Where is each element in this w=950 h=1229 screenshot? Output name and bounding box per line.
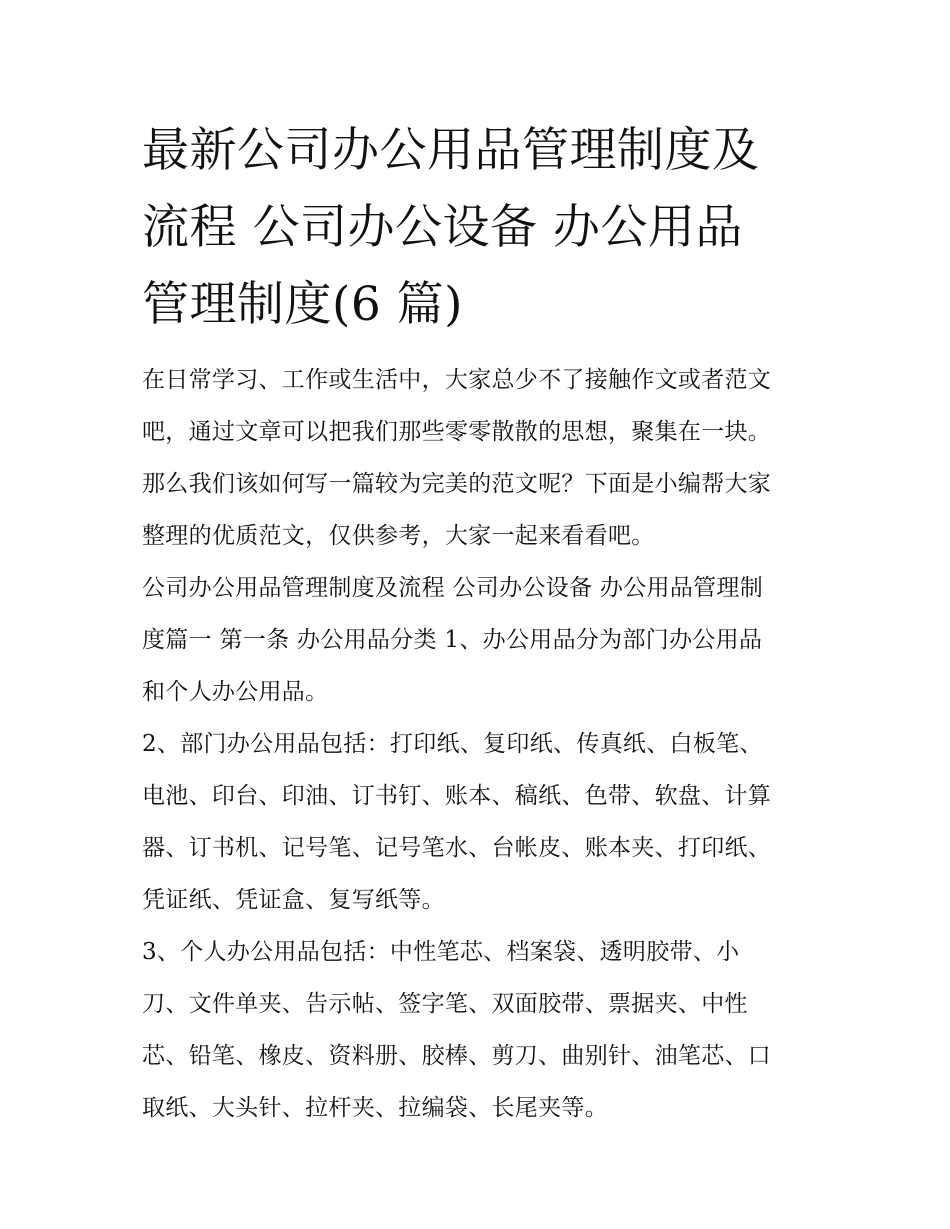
- text-line: 刀、文件单夹、告示帖、签字笔、双面胶带、票据夹、中性: [142, 991, 748, 1017]
- text-line: 取纸、大头针、拉杆夹、拉编袋、长尾夹等。: [142, 1095, 608, 1121]
- text-line: 在日常学习、工作或生活中，大家总少不了接触作文或者范文: [142, 367, 772, 393]
- document-body: [142, 354, 832, 1134]
- document-title: [142, 112, 822, 343]
- text-line: 凭证纸、凭证盒、复写纸等。: [142, 887, 445, 913]
- personal-supplies-paragraph: [142, 926, 832, 1134]
- text-line: 芯、铅笔、橡皮、资料册、胶棒、剪刀、曲别针、油笔芯、口: [142, 1043, 772, 1069]
- text-line: 整理的优质范文，仅供参考，大家一起来看看吧。: [142, 523, 655, 549]
- title-line: 管理制度(6 篇): [142, 277, 464, 332]
- text-line: 3、个人办公用品包括：中性笔芯、档案袋、透明胶带、小: [142, 939, 740, 965]
- text-line: 那么我们该如何写一篇较为完美的范文呢？下面是小编帮大家: [142, 471, 772, 497]
- section-heading-paragraph: [142, 562, 832, 718]
- title-line: 流程 公司办公设备 办公用品: [142, 200, 743, 255]
- text-line: 公司办公用品管理制度及流程 公司办公设备 办公用品管理制: [142, 575, 764, 601]
- intro-paragraph: [142, 354, 832, 562]
- text-line: 2、部门办公用品包括：打印纸、复印纸、传真纸、白板笔、: [142, 731, 763, 757]
- department-supplies-paragraph: [142, 718, 832, 926]
- text-line: 电池、印台、印油、订书钉、账本、稿纸、色带、软盘、计算: [142, 783, 772, 809]
- title-line: 最新公司办公用品管理制度及: [142, 123, 760, 178]
- text-line: 和个人办公用品。: [142, 679, 329, 705]
- text-line: 度篇一 第一条 办公用品分类 1、办公用品分为部门办公用品: [142, 627, 763, 653]
- text-line: 器、订书机、记号笔、记号笔水、台帐皮、账本夹、打印纸、: [142, 835, 772, 861]
- text-line: 吧，通过文章可以把我们那些零零散散的思想，聚集在一块。: [142, 419, 772, 445]
